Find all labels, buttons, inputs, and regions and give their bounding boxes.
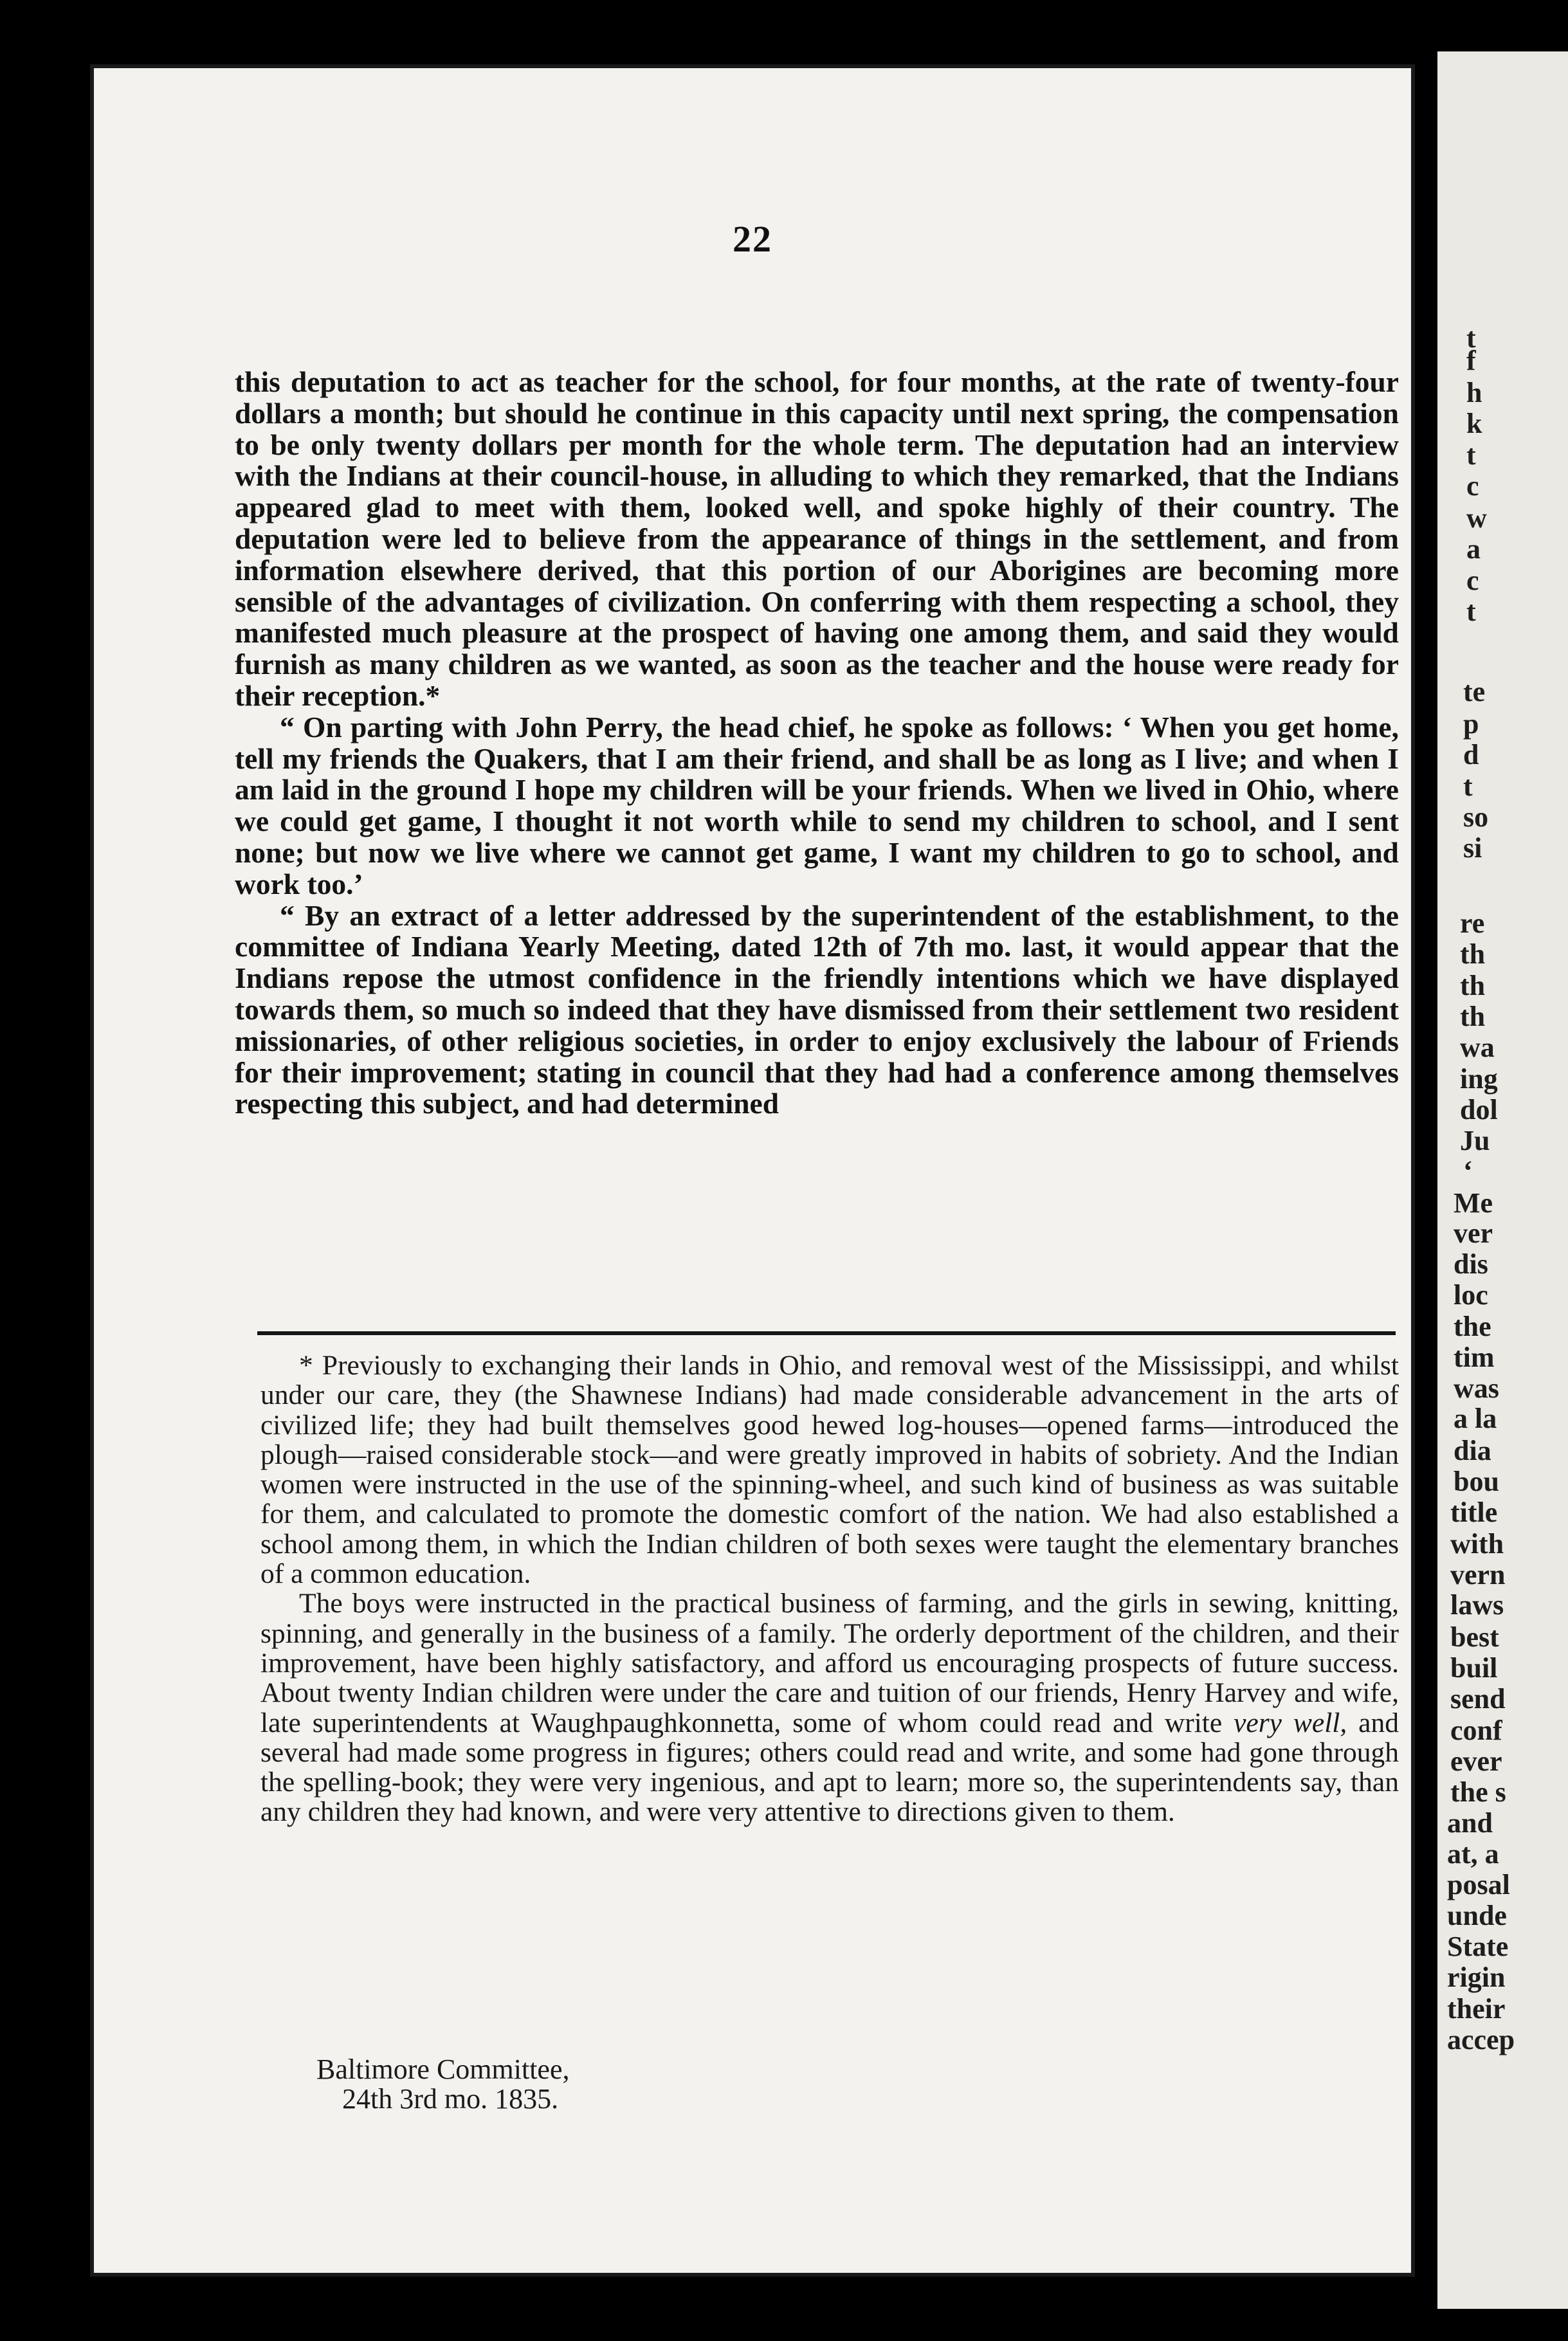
signature-date: 24th 3rd mo. 1835. — [342, 2083, 559, 2115]
facing-page-line: dis — [1454, 1248, 1488, 1280]
facing-page-line: d — [1463, 739, 1479, 770]
main-paragraph: this deputation to act as teacher for the school, for four months, at the rate of twenty-four dollars a month; but should he continue in this capacity until next spring, the compensation to be only twenty dollars per month for the whole term. The deputation had an interview with the Indians at their council-house, in alluding to which they remarked, that the Indians appeared glad to meet with them, looked well, and spoke highly of their country. The deputation were led to believe from the appearance of things in the settlement, and from information elsewhere derived, that this portion of our Aborigines are becoming more sensible of the advantages of civilization. On conferring with them respecting a school, they manifested much pleasure at the prospect of having one among them, and said they would furnish as many children as we wanted, as soon as the teacher and the house were ready for their reception.* — [235, 365, 1399, 712]
main-paragraph: “ On parting with John Perry, the head chief, he spoke as follows: ‘ When you get home, tell my friends the Quakers, that I am their friend, and shall be as long as I live; and when I am laid in the ground I hope my children will be your friends. When we lived in Ohio, where we could get game, I thought it not worth while to send my children to school, and I sent none; but now we live where we cannot get game, I want my children to go to school, and work too.’ — [235, 710, 1399, 900]
facing-page-line: th — [1460, 970, 1486, 1001]
book-page — [90, 64, 1415, 2277]
facing-page-line: w — [1466, 502, 1487, 534]
facing-page-line: t — [1466, 596, 1476, 627]
facing-page-line: wa — [1460, 1032, 1495, 1063]
facing-page-line: State — [1447, 1931, 1509, 1962]
facing-page-line: a — [1466, 533, 1481, 565]
facing-page-line: title — [1450, 1497, 1498, 1528]
facing-page-fragment — [1437, 51, 1568, 2309]
facing-page-line: the s — [1450, 1776, 1506, 1808]
facing-page-line: ‘ — [1463, 1155, 1473, 1187]
facing-page-line: rigin — [1447, 1962, 1506, 1993]
main-text — [235, 367, 1399, 1120]
facing-page-line: te — [1463, 676, 1486, 707]
facing-page-line: send — [1450, 1683, 1506, 1715]
facing-page-line: f — [1466, 345, 1476, 376]
facing-page-line: was — [1454, 1372, 1499, 1404]
footnote-paragraph: * Previously to exchanging their lands in Ohio, and removal west of the Mississippi, and whilst under our care, they (the Shawnese Indians) had made considerable advancement in the arts of civilized life; they had built themselves good hewed log-houses—opened farms—introduced the plough—raised considerable stock—and were greatly improved in habits of sobriety. And the Indian women were instructed in the use of the spinning-wheel, and such kind of business as was suitable for them, and calculated to promote the domestic comfort of the nation. We had also established a school among them, in which the Indian children of both sexes were taught the elementary branches of a common education. — [260, 1350, 1399, 1590]
facing-page-line: ing — [1460, 1063, 1498, 1095]
footnote-italic-text: very well, — [1234, 1707, 1347, 1738]
facing-page-line: conf — [1450, 1715, 1502, 1746]
facing-page-line: tim — [1454, 1342, 1495, 1373]
facing-page-line: Ju — [1460, 1125, 1490, 1156]
facing-page-line: buil — [1450, 1652, 1498, 1684]
facing-page-line: p — [1463, 708, 1479, 740]
facing-page-line: c — [1466, 565, 1479, 596]
facing-page-line: ver — [1454, 1217, 1493, 1249]
facing-page-line: loc — [1454, 1279, 1488, 1311]
facing-page-line: accep — [1447, 2024, 1515, 2055]
facing-page-line: at, a — [1447, 1838, 1499, 1870]
facing-page-line: the — [1454, 1311, 1491, 1342]
facing-page-line: th — [1460, 938, 1486, 970]
facing-page-line: k — [1466, 408, 1482, 439]
facing-page-line: ever — [1450, 1745, 1502, 1777]
facing-page-line: h — [1466, 377, 1482, 408]
facing-page-line: and — [1447, 1807, 1493, 1839]
facing-page-line: unde — [1447, 1900, 1507, 1931]
facing-page-line: so — [1463, 801, 1489, 833]
facing-page-line: re — [1460, 907, 1485, 939]
facing-page-line: their — [1447, 1993, 1506, 2025]
facing-page-line: t — [1466, 439, 1476, 471]
main-paragraph: “ By an extract of a letter addressed by the superintendent of the establishment, to the committee of Indiana Yearly Meeting, dated 12th of 7th mo. last, it would appear that the Indians repose the utmost confidence in the friendly intentions which we have displayed towards them, so much so indeed that they have dismissed from their settlement two resident missionaries, of other religious societies, in order to enjoy exclusively the labour of Friends for their improvement; stating in council that they had had a conference among themselves respecting this subject, and had determined — [235, 898, 1399, 1120]
facing-page-line: dol — [1460, 1094, 1498, 1125]
page-number: 22 — [733, 218, 772, 260]
signature — [316, 2055, 570, 2114]
facing-page-line: c — [1466, 470, 1479, 502]
facing-page-line: best — [1450, 1621, 1499, 1653]
facing-page-line: t — [1463, 770, 1473, 802]
footnote-paragraph — [260, 1589, 1399, 1826]
signature-line: Baltimore Committee, — [316, 2054, 570, 2085]
facing-page-line: vern — [1450, 1559, 1506, 1590]
facing-page-line: bou — [1454, 1466, 1499, 1497]
facing-page-line: a la — [1454, 1403, 1497, 1434]
facing-page-line: posal — [1447, 1869, 1510, 1900]
footnote-divider — [257, 1331, 1396, 1335]
facing-page-line: laws — [1450, 1589, 1504, 1621]
facing-page-line: Me — [1454, 1187, 1493, 1219]
facing-page-line: with — [1450, 1528, 1504, 1560]
facing-page-line: t — [1466, 322, 1476, 354]
footnote — [260, 1351, 1399, 1827]
facing-page-line: si — [1463, 832, 1482, 864]
facing-page-line: th — [1460, 1001, 1486, 1032]
facing-page-line: dia — [1454, 1435, 1491, 1466]
footnote-text: The boys were instructed in the practical business of farming, and the girls in sewing, knitting, spinning, and generally in the business of a family. The orderly deportment of the children, and their improvement, have been highly satisfactory, and afford us encouraging prospects of future success. About twenty Indian children were under the care and tuition of our friends, Henry Harvey and wife, late superintendents at Waughpaughkonnetta, some of whom could read and write — [260, 1588, 1399, 1738]
footnote-text: and several had made some progress in figures; others could read and write, and some had gone through the spelling-book; they were very ingenious, and apt to learn; more so, the superintendents say, than any children they had known, and were very attentive to directions given to them. — [260, 1707, 1399, 1828]
